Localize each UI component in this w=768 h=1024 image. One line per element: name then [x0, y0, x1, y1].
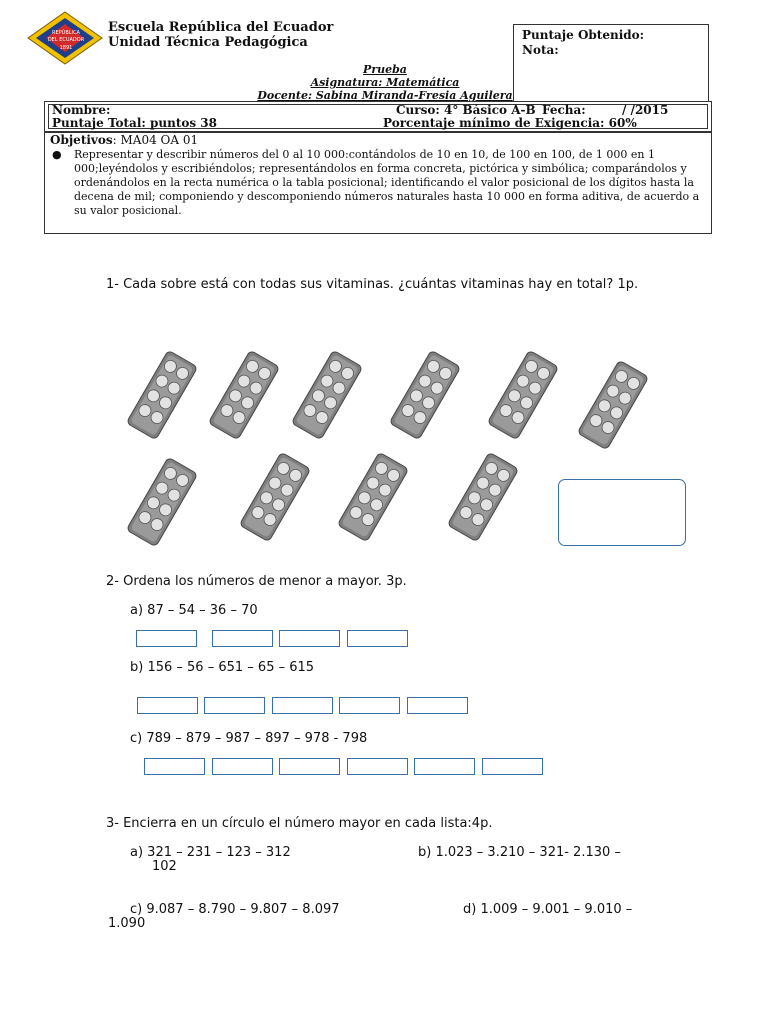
objectives-label: Objetivos: [50, 133, 113, 147]
q3-d-line-2: 1.090: [108, 916, 146, 931]
date-label: Fecha:: [542, 103, 586, 117]
grade-label: Nota:: [522, 43, 559, 57]
vitamin-pack-5: [484, 345, 562, 445]
bullet-icon: ●: [52, 148, 62, 161]
vitamin-pack-3: [288, 345, 366, 445]
question-3: 3- Encierra en un círculo el número mayor en cada lista:4p.: [106, 816, 493, 831]
q3-c-line-1: c) 9.087 – 8.790 – 9.807 – 8.097: [130, 902, 340, 917]
logo-text-3: 1891: [59, 45, 73, 51]
vitamin-pack-7: [123, 452, 201, 552]
q3-a-line-2: 102: [152, 859, 177, 874]
vitamin-pack-2: [205, 345, 283, 445]
logo-text-2: DEL ECUADOR: [47, 37, 85, 43]
vitamin-pack-9: [334, 447, 412, 547]
q3-a-line-1: a) 321 – 231 – 123 – 312: [130, 845, 291, 860]
logo-text-1: REPÚBLICA: [52, 30, 80, 36]
objectives-heading: [50, 133, 198, 147]
q1-answer-box[interactable]: [558, 479, 686, 546]
vitamin-pack-4: [386, 345, 464, 445]
q2-a-box-3[interactable]: [279, 630, 340, 647]
q2-b-box-2[interactable]: [204, 697, 265, 714]
q2-b-box-5[interactable]: [407, 697, 468, 714]
q2-a-box-1[interactable]: [136, 630, 197, 647]
total-score: Puntaje Total: puntos 38: [52, 116, 218, 130]
vitamin-pack-8: [236, 447, 314, 547]
test-title: Prueba: [363, 63, 407, 76]
question-2: 2- Ordena los números de menor a mayor. 3p.: [106, 574, 407, 589]
q2-c-box-6[interactable]: [482, 758, 543, 775]
course-label: Curso: 4° Básico A-B: [396, 103, 536, 117]
vitamin-pack-1: [123, 345, 201, 445]
school-line-1: Escuela República del Ecuador: [108, 20, 334, 35]
objectives-codes: : MA04 OA 01: [112, 133, 199, 147]
school-line-2: Unidad Técnica Pedagógica: [108, 35, 308, 50]
q2-c-box-2[interactable]: [212, 758, 273, 775]
min-percent: Porcentaje mínimo de Exigencia: 60%: [383, 116, 637, 130]
q3-d-line-1: d) 1.009 – 9.001 – 9.010 –: [463, 902, 633, 917]
score-label: Puntaje Obtenido:: [522, 28, 645, 42]
q2-a-box-4[interactable]: [347, 630, 408, 647]
q2-b-box-3[interactable]: [272, 697, 333, 714]
q2-a-numbers: a) 87 – 54 – 36 – 70: [130, 603, 258, 618]
vitamin-pack-6: [574, 355, 652, 455]
question-1: 1- Cada sobre está con todas sus vitaminas. ¿cuántas vitaminas hay en total? 1p.: [106, 277, 639, 292]
school-logo: [26, 10, 104, 66]
q2-c-numbers: c) 789 – 879 – 987 – 897 – 978 - 798: [130, 731, 368, 746]
q2-b-box-4[interactable]: [339, 697, 400, 714]
vitamin-pack-10: [444, 447, 522, 547]
objectives-text: Representar y describir números del 0 al 10 000:contándolos de 10 en 10, de 100 en 100, de 1 000 en 1 000;leyéndolos y escribiéndolos; representándolos en forma concreta, pictórica y simbólica; comparándolos y ordenándolos en la recta numérica o la tabla posicional; identificando el valor posicional de los dígitos hasta la decena de mil; componiendo y descomponiendo números naturales hasta 10 000 en forma aditiva, de acuerdo a su valor posicional.: [74, 148, 700, 217]
q2-b-box-1[interactable]: [137, 697, 198, 714]
q2-a-box-2[interactable]: [212, 630, 273, 647]
date-value: / /2015: [622, 103, 669, 117]
subject-line: Asignatura: Matemática: [310, 76, 460, 89]
q2-c-box-1[interactable]: [144, 758, 205, 775]
q2-b-numbers: b) 156 – 56 – 651 – 65 – 615: [130, 660, 315, 675]
teacher-line: Docente: Sabina Miranda-Fresia Aguilera: [257, 89, 513, 102]
school-name: [108, 20, 333, 50]
q2-c-box-4[interactable]: [347, 758, 408, 775]
q2-c-box-5[interactable]: [414, 758, 475, 775]
name-label: Nombre:: [52, 103, 111, 117]
q2-c-box-3[interactable]: [279, 758, 340, 775]
q3-b-line-1: b) 1.023 – 3.210 – 321- 2.130 –: [418, 845, 621, 860]
